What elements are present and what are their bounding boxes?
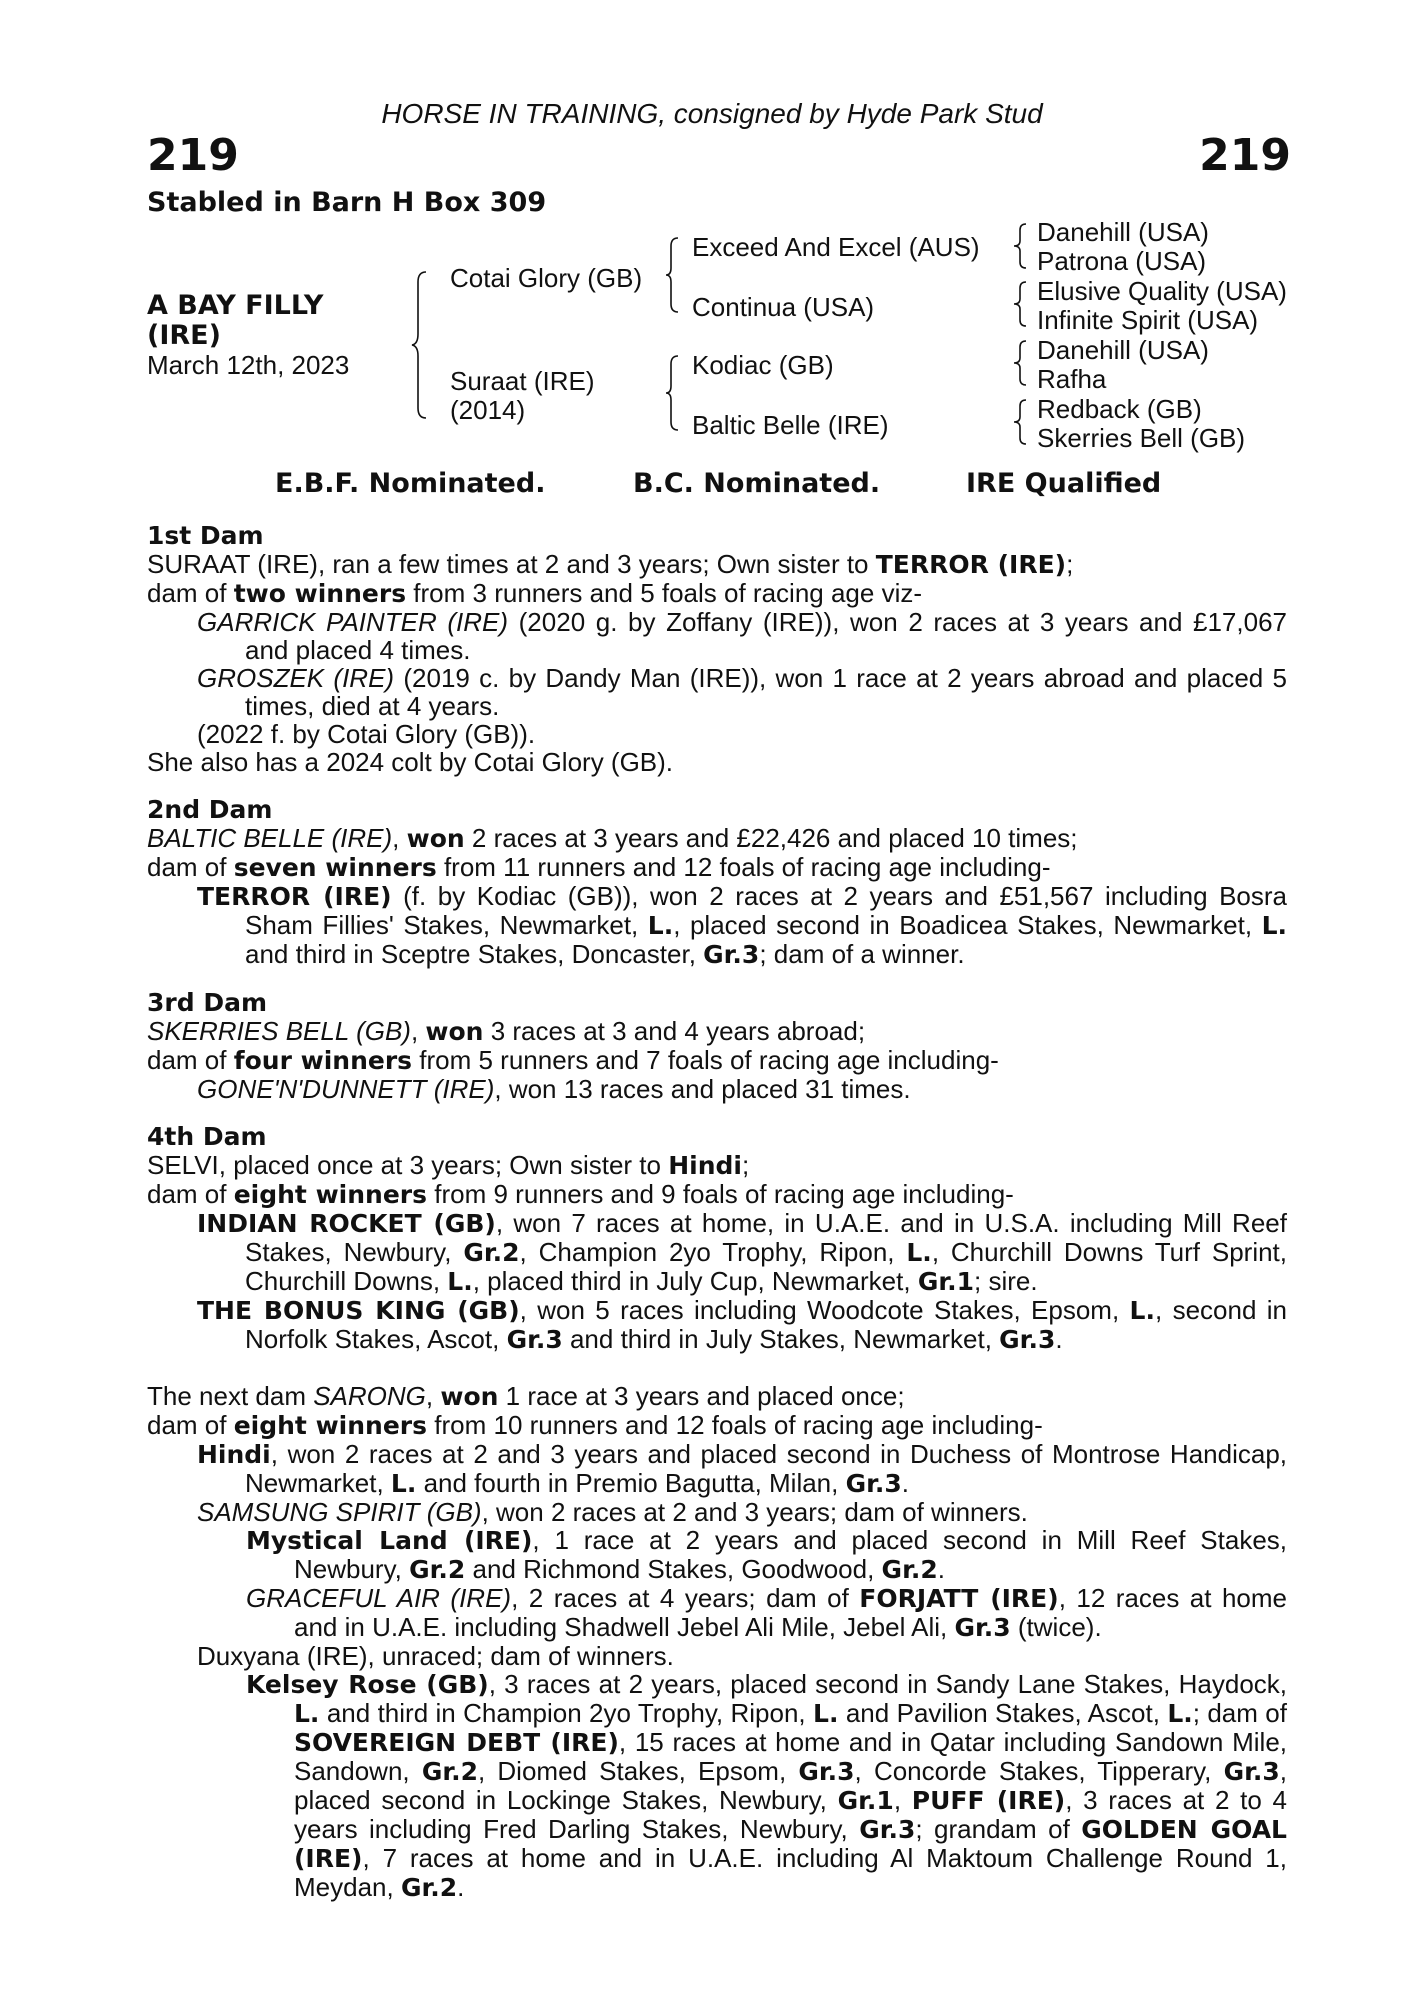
horse-name: A BAY FILLY <box>147 290 324 321</box>
pedigree-brace <box>412 270 432 420</box>
pedigree-brace <box>1014 398 1030 446</box>
pedigree-ssd: Patrona (USA) <box>1037 246 1207 276</box>
pedigree-sdd: Infinite Spirit (USA) <box>1037 305 1259 335</box>
produce-entry: (2022 f. by Cotai Glory (GB)). <box>197 719 536 749</box>
produce-entry: Duxyana (IRE), unraced; dam of winners. <box>197 1641 674 1671</box>
dam-line: dam of seven winners from 11 runners and 12 foals of racing age including- <box>147 852 1051 882</box>
dam-line: dam of two winners from 3 runners and 5 foals of racing age viz- <box>147 578 923 608</box>
lot-number-right: 219 <box>1199 130 1291 181</box>
produce-entry: INDIAN ROCKET (GB), won 7 races at home, in U.A.E. and in U.S.A. including Mill Reef Stakes, Newbury, Gr.2, Champion 2yo Trophy, Ripon, L., Churchill Downs Turf Sprint, Churchill Downs, L., placed third in July Cup, Newmarket, Gr.1; sire. <box>197 1208 1288 1296</box>
dam-line: The next dam SARONG, won 1 race at 3 years and placed once; <box>147 1381 905 1411</box>
third-dam-section <box>147 989 1287 1103</box>
produce-entry: GARRICK PAINTER (IRE) (2020 g. by Zoffany (IRE)), won 2 races at 3 years and £17,067 and placed 4 times. <box>197 607 1287 665</box>
pedigree-dam-sire: Kodiac (GB) <box>692 350 834 380</box>
pedigree-sire-sire: Exceed And Excel (AUS) <box>692 232 980 262</box>
produce-entry: GRACEFUL AIR (IRE), 2 races at 4 years; dam of FORJATT (IRE), 12 races at home and in U.A.E. including Shadwell Jebel Ali Mile, Jebel Ali, Gr.3 (twice). <box>246 1583 1287 1642</box>
lot-number-left: 219 <box>147 130 239 181</box>
pedigree-sss: Danehill (USA) <box>1037 217 1209 247</box>
ebf-nomination: E.B.F. Nominated. <box>275 468 546 499</box>
pedigree-brace <box>1014 280 1030 328</box>
pedigree-brace <box>1014 222 1030 270</box>
produce-note: She also has a 2024 colt by Cotai Glory (GB). <box>147 747 674 777</box>
fourth-dam-section <box>147 1123 1287 1354</box>
section-heading: 3rd Dam <box>147 988 267 1017</box>
dam-line: dam of four winners from 5 runners and 7 foals of racing age including- <box>147 1045 999 1075</box>
produce-entry: Mystical Land (IRE), 1 race at 2 years and placed second in Mill Reef Stakes, Newbury, Gr.2 and Richmond Stakes, Goodwood, Gr.2. <box>246 1525 1287 1584</box>
dam-line: SURAAT (IRE), ran a few times at 2 and 3 years; Own sister to TERROR (IRE); <box>147 549 1074 579</box>
produce-entry: TERROR (IRE) (f. by Kodiac (GB)), won 2 races at 2 years and £51,567 including Bosra Sham Fillies' Stakes, Newmarket, L., placed second in Boadicea Stakes, Newmarket, L. and third in Sceptre Stakes, Doncaster, Gr.3; dam of a winner. <box>197 881 1288 969</box>
pedigree-dss: Danehill (USA) <box>1037 335 1209 365</box>
produce-entry: SAMSUNG SPIRIT (GB), won 2 races at 2 and 3 years; dam of winners. <box>197 1497 1028 1527</box>
dam-line: SKERRIES BELL (GB), won 3 races at 3 and 4 years abroad; <box>147 1016 866 1046</box>
section-heading: 1st Dam <box>147 521 264 550</box>
dam-line: dam of eight winners from 10 runners and 12 foals of racing age including- <box>147 1410 1043 1440</box>
first-dam-section <box>147 522 1287 776</box>
pedigree-dam-year: (2014) <box>450 395 526 425</box>
pedigree-ddd: Skerries Bell (GB) <box>1037 423 1246 453</box>
produce-entry: GONE'N'DUNNETT (IRE), won 13 races and placed 31 times. <box>197 1074 911 1104</box>
produce-entry: Kelsey Rose (GB), 3 races at 2 years, placed second in Sandy Lane Stakes, Haydock, L. and third in Champion 2yo Trophy, Ripon, L. and Pavilion Stakes, Ascot, L.; dam of SOVEREIGN DEBT (IRE), 15 races at home and in Qatar including Sandown Mile, Sandown, Gr.2, Diomed Stakes, Epsom, Gr.3, Concorde Stakes, Tipperary, Gr.3, placed second in Lockinge Stakes, Newbury, Gr.1, PUFF (IRE), 3 races at 2 to 4 years including Fred Darling Stakes, Newbury, Gr.3; grandam of GOLDEN GOAL (IRE), 7 races at home and in U.A.E. including Al Maktoum Challenge Round 1, Meydan, Gr.2. <box>246 1669 1288 1902</box>
pedigree-sire-dam: Continua (USA) <box>692 292 875 322</box>
foaling-date: March 12th, 2023 <box>147 350 350 380</box>
pedigree-brace <box>1014 339 1030 387</box>
produce-entry: Hindi, won 2 races at 2 and 3 years and placed second in Duchess of Montrose Handicap, Newmarket, L. and fourth in Premio Bagutta, Milan, Gr.3. <box>197 1439 1287 1498</box>
produce-record <box>147 522 1287 1902</box>
dam-line: BALTIC BELLE (IRE), won 2 races at 3 years and £22,426 and placed 10 times; <box>147 823 1078 853</box>
catalogue-header: HORSE IN TRAINING, consigned by Hyde Park Stud <box>381 98 1043 129</box>
pedigree-dam-dam: Baltic Belle (IRE) <box>692 410 889 440</box>
ire-qualified: IRE Qualified <box>966 468 1162 499</box>
pedigree-dsd: Rafha <box>1037 364 1107 394</box>
pedigree-dds: Redback (GB) <box>1037 394 1202 424</box>
produce-entry: THE BONUS KING (GB), won 5 races including Woodcote Stakes, Epsom, L., second in Norfolk Stakes, Ascot, Gr.3 and third in July Stakes, Newmarket, Gr.3. <box>197 1295 1287 1354</box>
dam-line: dam of eight winners from 9 runners and 9 foals of racing age including- <box>147 1179 1014 1209</box>
section-heading: 2nd Dam <box>147 795 273 824</box>
horse-origin: (IRE) <box>147 320 221 351</box>
pedigree-dam: Suraat (IRE) <box>450 366 595 396</box>
produce-entry: GROSZEK (IRE) (2019 c. by Dandy Man (IRE)), won 1 race at 2 years abroad and placed 5 times, died at 4 years. <box>197 663 1287 721</box>
stabling-info: Stabled in Barn H Box 309 <box>147 187 547 218</box>
dam-line: SELVI, placed once at 3 years; Own sister to Hindi; <box>147 1150 750 1180</box>
section-heading: 4th Dam <box>147 1122 267 1151</box>
bc-nomination: B.C. Nominated. <box>633 468 881 499</box>
pedigree-sds: Elusive Quality (USA) <box>1037 276 1287 306</box>
second-dam-section <box>147 796 1287 969</box>
next-dam-section <box>147 1382 1287 1902</box>
pedigree-sire: Cotai Glory (GB) <box>450 263 643 293</box>
pedigree-brace <box>666 354 682 432</box>
pedigree-brace <box>666 236 682 314</box>
